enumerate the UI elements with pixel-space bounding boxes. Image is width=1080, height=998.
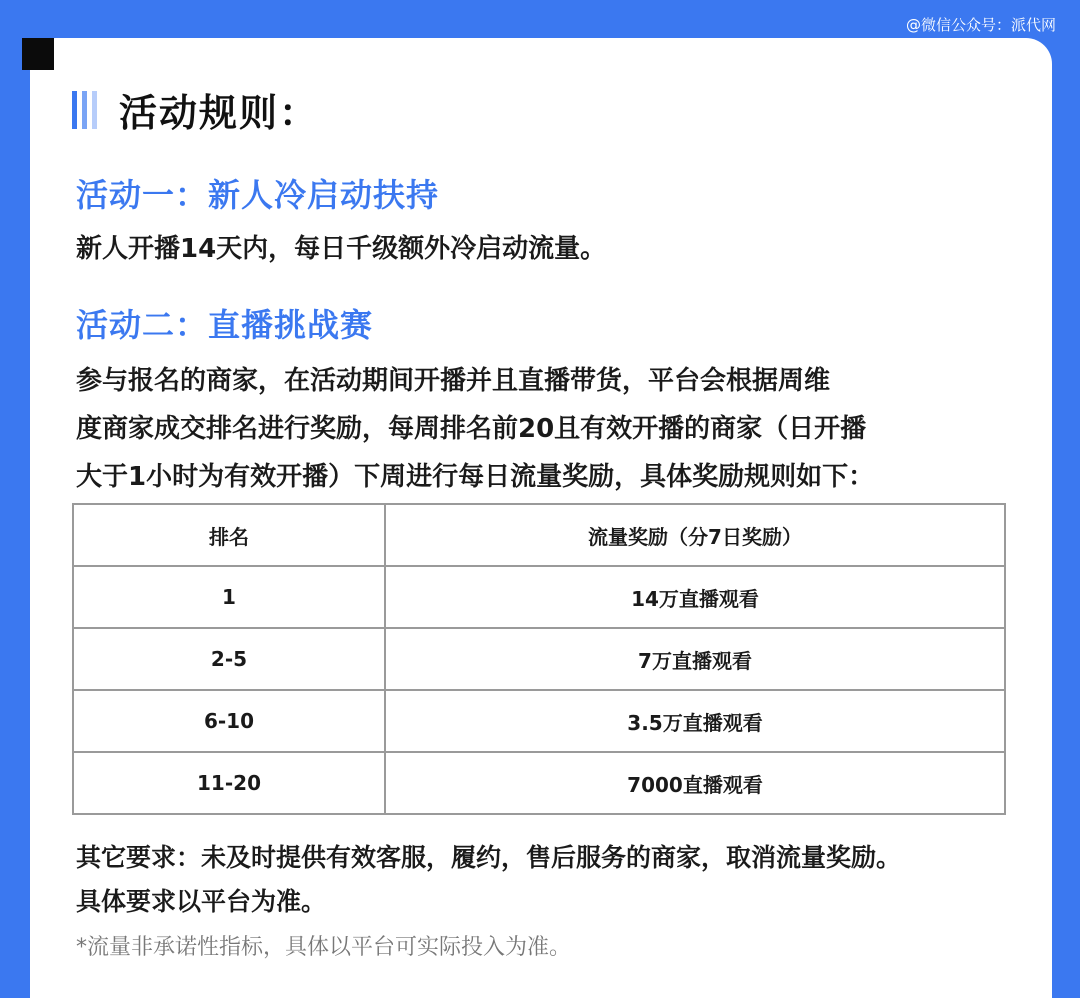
rank-cell: 6-10: [73, 690, 385, 752]
table-header-reward: 流量奖励（分7日奖励）: [385, 504, 1005, 566]
reward-cell: 7万直播观看: [385, 628, 1005, 690]
table-row: [73, 566, 1005, 628]
reward-cell: 3.5万直播观看: [385, 690, 1005, 752]
table-header-rank: 排名: [73, 504, 385, 566]
activity2-text: [76, 357, 874, 501]
other-line: 其它要求：未及时提供有效客服，履约，售后服务的商家，取消流量奖励。: [76, 843, 902, 872]
table-row: [73, 690, 1005, 752]
rank-cell: 1: [73, 566, 385, 628]
title-bars-icon: [72, 91, 97, 129]
title-row: [72, 82, 319, 137]
table-header-row: [73, 504, 1005, 566]
activity2-line: 参与报名的商家，在活动期间开播并且直播带货，平台会根据周维: [76, 366, 831, 396]
activity2-title: 活动二：直播挑战赛: [76, 306, 374, 344]
table-row: [73, 752, 1005, 814]
watermark: @微信公众号：派代网: [905, 16, 1056, 34]
activity1-line: 新人开播14天内，每日千级额外冷启动流量。: [76, 234, 607, 264]
other-line: 具体要求以平台为准。: [76, 887, 327, 916]
rank-cell: 2-5: [73, 628, 385, 690]
page-title: 活动规则：: [119, 91, 320, 135]
activity1-text: [76, 225, 606, 273]
table-row: [73, 628, 1005, 690]
activity2-line: 大于1小时为有效开播）下周进行每日流量奖励，具体奖励规则如下：: [76, 462, 875, 492]
activity1-title: 活动一：新人冷启动扶持: [76, 176, 440, 214]
reward-cell: 7000直播观看: [385, 752, 1005, 814]
reward-cell: 14万直播观看: [385, 566, 1005, 628]
activity2-line: 度商家成交排名进行奖励，每周排名前20且有效开播的商家（日开播: [76, 414, 867, 444]
corner-square: [22, 38, 54, 70]
other-requirements: [76, 836, 901, 924]
rank-cell: 11-20: [73, 752, 385, 814]
reward-table: [72, 503, 1006, 815]
footnote: *流量非承诺性指标，具体以平台可实际投入为准。: [76, 935, 572, 960]
